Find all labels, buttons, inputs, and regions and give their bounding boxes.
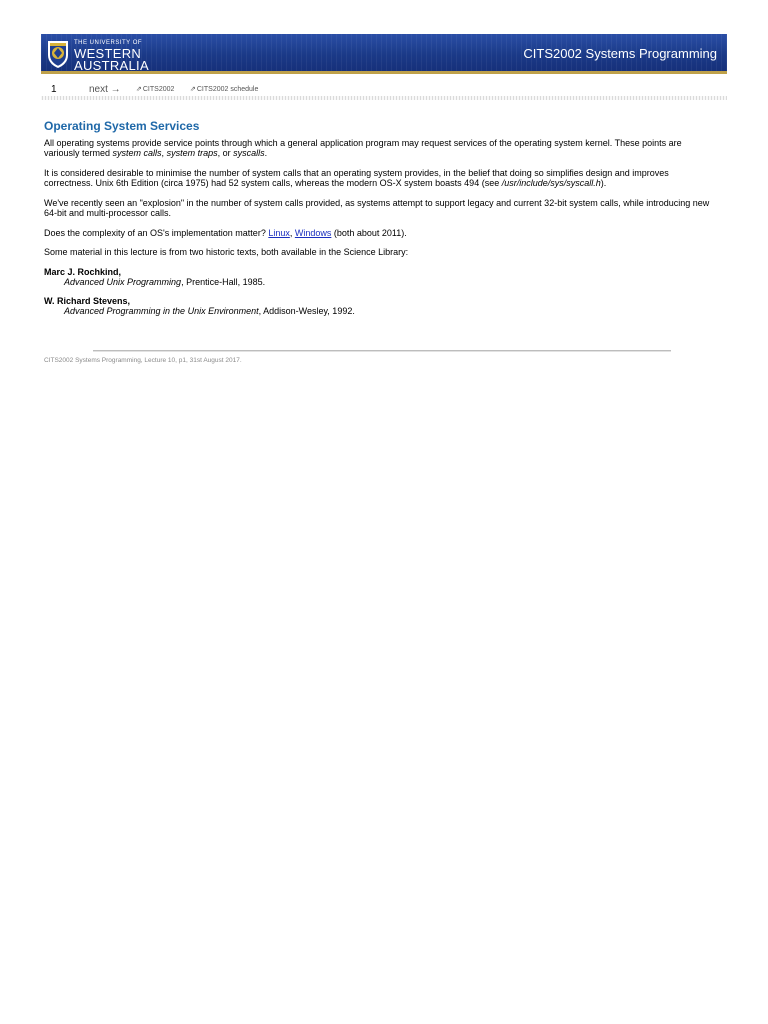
logo-line3: AUSTRALIA <box>74 58 149 73</box>
main-content <box>44 121 714 325</box>
reference-item <box>44 296 714 317</box>
reference-item <box>44 267 714 288</box>
cits2002-link-label: CITS2002 <box>142 86 175 93</box>
university-logo[interactable] <box>46 38 149 73</box>
paragraph-sources: Some material in this lecture is from two historic texts, both available in the Science Library: <box>44 247 409 257</box>
next-link[interactable]: next → <box>89 84 121 95</box>
reference-book <box>44 306 714 317</box>
intro-end: . <box>264 148 268 158</box>
syscall-header-path: /usr/include/sys/syscall.h <box>501 178 601 188</box>
schedule-link[interactable] <box>190 85 258 93</box>
external-link-icon: ⇗ <box>136 86 142 93</box>
paragraph-minimise <box>44 168 714 189</box>
page-number: 1 <box>51 84 57 95</box>
reference-author: Marc J. Rochkind, <box>44 266 122 277</box>
intro-sep1: , <box>161 148 167 158</box>
reference-book <box>44 277 714 288</box>
complexity-end: (both about 2011). <box>331 227 407 238</box>
reference-details: , Addison-Wesley, 1992. <box>258 306 355 316</box>
page-footer: CITS2002 Systems Programming, Lecture 10, p1, 31st August 2017. <box>44 357 242 364</box>
minimise-text: It is considered desirable to minimise the number of system calls that an operating system provides, in the belief that doing so simplifies design and improves correctness. Unix 6th Edition (circa 1975) had 52 system calls, whereas the modern OS-X system boasts 494 (see <box>44 167 669 188</box>
intro-sep2: , or <box>217 148 234 158</box>
intro-text: All operating systems provide service points through which a general application program may request services of the operating system kernel. These points are variously termed <box>44 137 682 158</box>
paragraph-intro <box>44 138 714 159</box>
reference-title: Advanced Programming in the Unix Environment <box>64 306 259 316</box>
header-banner <box>41 34 727 74</box>
term-system-calls: system calls <box>112 148 162 158</box>
minimise-end: ). <box>600 178 607 188</box>
reference-author: W. Richard Stevens, <box>44 295 131 306</box>
course-title: CITS2002 Systems Programming <box>523 46 717 61</box>
external-link-icon: ⇗ <box>190 86 196 93</box>
reference-title: Advanced Unix Programming <box>64 277 182 287</box>
windows-link[interactable]: Windows <box>294 227 332 238</box>
paragraph-explosion: We've recently seen an "explosion" in the number of system calls provided, as systems attempt to support legacy and current 32-bit system calls, while introducing new 64-bit and multi-processor calls. <box>44 197 710 218</box>
crest-icon <box>46 39 70 69</box>
dotted-divider <box>41 96 727 100</box>
linux-link[interactable]: Linux <box>268 227 290 238</box>
term-system-traps: system traps <box>166 148 218 158</box>
schedule-link-label: CITS2002 schedule <box>196 86 259 93</box>
page-title: Operating System Services <box>44 119 200 133</box>
term-syscalls: syscalls <box>233 148 265 158</box>
paragraph-complexity <box>44 228 714 239</box>
logo-line2: WESTERN <box>74 46 142 61</box>
logo-line1: THE UNIVERSITY OF <box>74 40 143 46</box>
complexity-text: Does the complexity of an OS's implementation matter? <box>44 227 269 238</box>
cits2002-link[interactable] <box>136 85 174 93</box>
footer-divider <box>93 350 671 352</box>
complexity-sep: , <box>289 227 295 238</box>
reference-details: , Prentice-Hall, 1985. <box>181 277 266 287</box>
